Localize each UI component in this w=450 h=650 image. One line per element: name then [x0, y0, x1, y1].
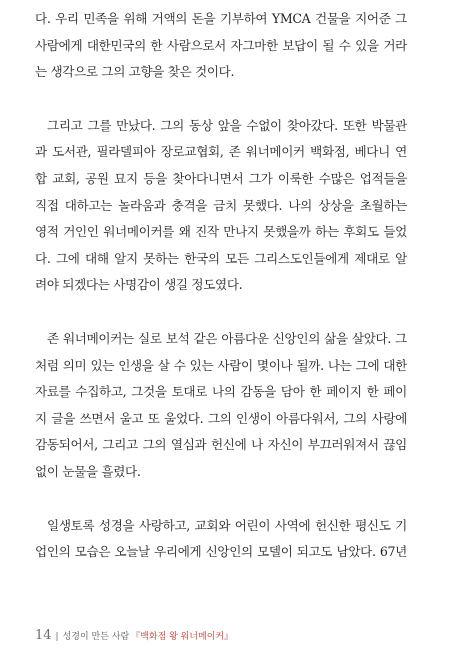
- text-line: 일생토록 성경을 사랑하고, 교회와 어린이 사역에 헌신한 평신도 기: [47, 517, 407, 533]
- text-line: 영적 거인인 워너메이커를 왜 진작 만나지 못했을까 하는 후회도 들었: [35, 224, 407, 240]
- paragraph-gap: [35, 299, 407, 326]
- text-line: 업인의 모습은 오늘날 우리에게 신앙인의 모델이 되고도 남았다. 67년: [35, 544, 407, 560]
- page-footer: [35, 628, 233, 644]
- text-line: 처럼 의미 있는 인생을 살 수 있는 사람이 몇이나 될까. 나는 그에 대한: [35, 357, 407, 373]
- text-line: 존 워너메이커는 실로 보석 같은 아름다운 신앙인의 삶을 살았다. 그: [47, 330, 407, 346]
- paragraph-gap: [35, 86, 407, 113]
- text-line: 는 생각으로 그의 고향을 찾은 것이다.: [35, 64, 235, 80]
- paragraph-gap: [35, 486, 407, 513]
- body-text: [35, 6, 407, 566]
- footer-separator: |: [55, 632, 59, 642]
- paragraph-2: [35, 113, 407, 299]
- text-line: 직접 대하고는 놀라움과 충격을 금치 못했다. 나의 상상을 초월하는: [35, 197, 407, 213]
- footer-chapter-title: 『백화점 왕 워너메이커』: [131, 632, 234, 642]
- text-line: 자료를 수집하고, 그것을 토대로 나의 감동을 담아 한 페이지 한 페이: [35, 384, 407, 400]
- text-line: 려야 되겠다는 사명감이 생길 정도였다.: [35, 277, 243, 293]
- text-line: 없이 눈물을 흘렸다.: [35, 463, 141, 479]
- paragraph-4: [35, 513, 407, 566]
- paragraph-3: [35, 326, 407, 486]
- text-line: 지 글을 쓰면서 울고 또 울었다. 그의 인생이 아름다워서, 그의 사랑에: [35, 410, 407, 426]
- text-line: 다. 우리 민족을 위해 거액의 돈을 기부하여 YMCA 건물을 지어준 그: [35, 11, 407, 26]
- footer-book-name: 성경이 만든 사람: [62, 632, 130, 642]
- text-line: 그리고 그를 만났다. 그의 동상 앞을 수없이 찾아갔다. 또한 박물관: [47, 117, 407, 133]
- text-line: 사람에게 대한민국의 한 사람으로서 자그마한 보답이 될 수 있을 거라: [35, 37, 407, 53]
- text-line: 합 교회, 공원 묘지 등을 찾아다니면서 그가 이룩한 수많은 업적들을: [35, 170, 407, 186]
- text-line: 감동되어서, 그리고 그의 열심과 헌신에 나 자신이 부끄러워져서 끊임: [35, 437, 407, 453]
- page-number: 14: [35, 628, 52, 643]
- text-line: 과 도서관, 필라델피아 장로교협회, 존 워너메이커 백화점, 베다니 연: [35, 144, 407, 160]
- text-line: 다. 그에 대해 알지 못하는 한국의 모든 그리스도인들에게 제대로 알: [35, 250, 407, 266]
- paragraph-1: [35, 6, 407, 86]
